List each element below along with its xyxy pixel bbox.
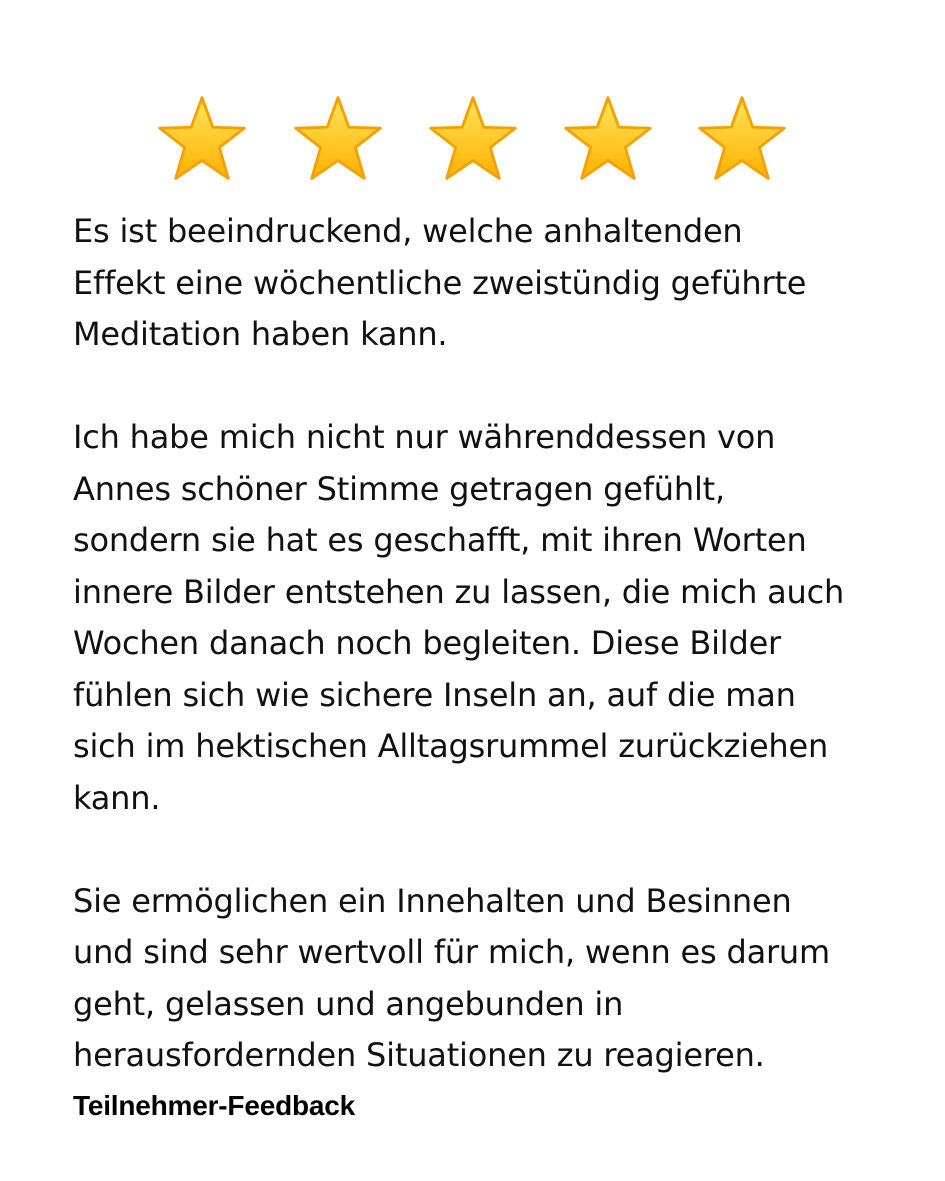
- star-icon: [291, 93, 385, 185]
- review-paragraph: Es ist beeindruckend, welche anhaltenden Effekt eine wöchentliche zweistündig geführte Meditation haben kann.: [73, 212, 807, 353]
- star-rating: [155, 93, 795, 185]
- star-icon: [695, 93, 789, 185]
- star-icon: [561, 93, 655, 185]
- review-text: [73, 206, 923, 1082]
- review-paragraph: Sie ermöglichen ein Innehalten und Besinnen und sind sehr wertvoll für mich, wenn es darum geht, gelassen und angebunden in herausfordernden Situationen zu reagieren.: [73, 881, 830, 1074]
- star-icon: [426, 93, 520, 185]
- review-paragraph: Ich habe mich nicht nur währenddessen von Annes schöner Stimme getragen gefühlt, sondern sie hat es geschafft, mit ihren Worten innere Bilder entstehen zu lassen, die mich auch Wochen danach noch begleiten. Diese Bilder fühlen sich wie sichere Inseln an, auf die man sich im hektischen Alltagsrummel zurückziehen kann.: [73, 418, 845, 817]
- star-icon: [155, 93, 249, 185]
- review-author: Teilnehmer-Feedback: [73, 1090, 355, 1121]
